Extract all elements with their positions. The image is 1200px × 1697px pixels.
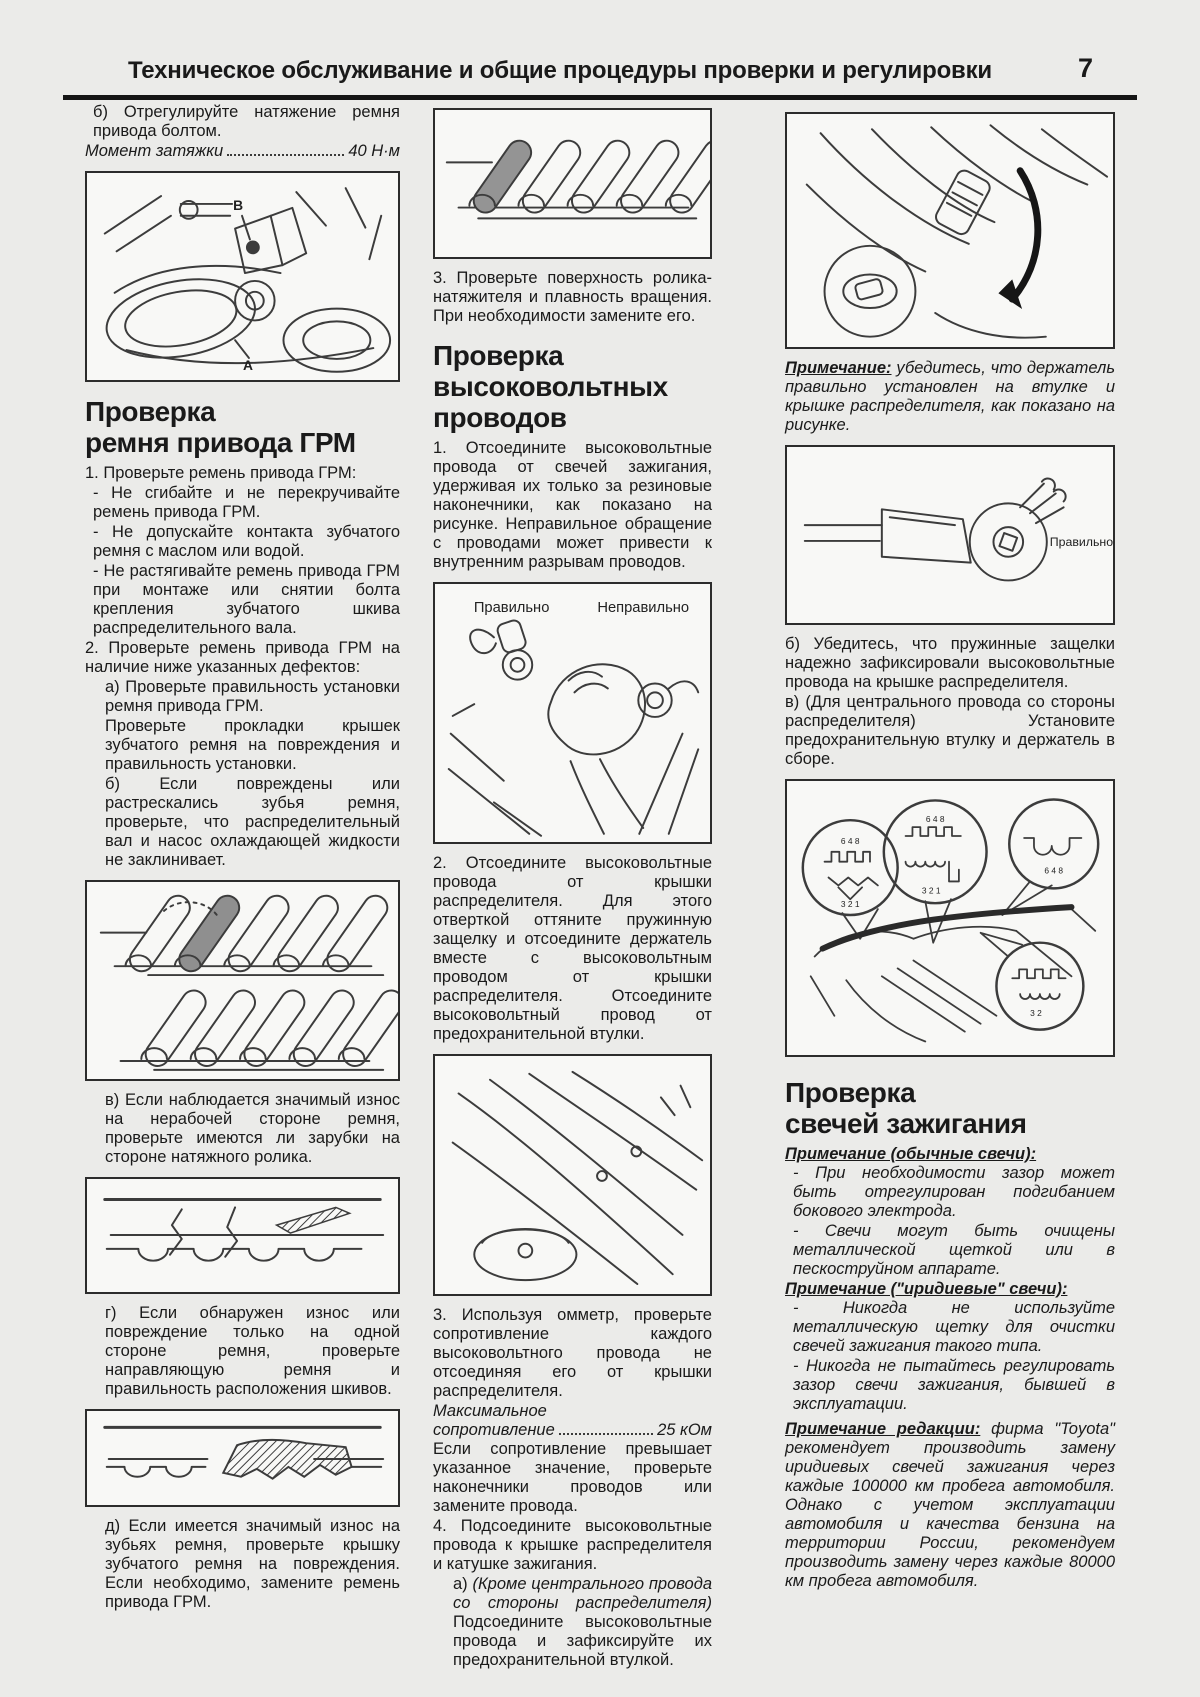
section-heading-timing-belt — [85, 396, 400, 458]
body-paragraph: б) Если повреждены или растрескались зубья ремня, проверьте, что распределительный вал и насос охлаждающей жидкости не заклинивает. — [105, 775, 400, 869]
item-text: (Для центрального провода со стороны распределителя) — [785, 693, 1115, 730]
belt-tension-illustration — [87, 173, 398, 380]
note-text: фирма "Toyota" рекомендует производить замену иридиевых свечей зажигания через каждые 100000 км пробега автомобиля. Однако с учетом эксплуатации автомобиля и качества бензина на территории России, рекомендуем производить замену через каждые 80000 км пробега автомобиля. — [785, 1420, 1116, 1590]
body-paragraph: д) Если имеется значимый износ на зубьях ремня, проверьте крышку зубчатого ремня на повреждения. Если необходимо, замените ремень привода ГРМ. — [105, 1517, 400, 1611]
page-number: 7 — [1078, 53, 1094, 83]
header-rule — [63, 95, 1137, 100]
distributor-removal-illustration — [787, 114, 1113, 347]
body-paragraph: - Не допускайте контакта зубчатого ремня с маслом или водой. — [93, 523, 400, 560]
figure-label-correct: Правильно — [473, 599, 550, 616]
body-paragraph — [785, 693, 1115, 769]
note-paragraph — [785, 359, 1115, 435]
wire-handling-illustration — [435, 584, 710, 842]
callout-numbers: 3 2 1 — [921, 885, 941, 896]
section-heading-spark-plugs — [785, 1077, 1115, 1139]
heading-line: высоковольтных — [433, 371, 668, 402]
note-label: Примечание ("иридиевые" свечи): — [785, 1280, 1068, 1298]
callout-numbers: 6 4 8 — [840, 835, 860, 846]
belt-wear-illustration — [87, 1411, 398, 1505]
item-text: Установите предохранительную втулку и держатель в сборе. — [785, 712, 1115, 768]
figure-wire-holder-correct — [785, 445, 1115, 625]
body-paragraph: - Не сгибайте и не перекручивайте ремень привода ГРМ. — [93, 484, 400, 521]
spec-resistance-label: сопротивление — [433, 1421, 555, 1439]
figure-distributor-removal — [785, 112, 1115, 349]
column-right — [785, 112, 1115, 1592]
tensioner-roller-illustration — [435, 110, 710, 257]
note-item: - При необходимости зазор может быть отрегулирован подгибанием бокового электрода. — [793, 1164, 1115, 1220]
note-paragraph — [785, 1420, 1115, 1591]
item-italic-note: (Кроме центрального провода со стороны распределителя) — [453, 1575, 712, 1612]
dotted-leader — [227, 154, 344, 156]
note-item: - Свечи могут быть очищены металлической щеткой или в пескоструйном аппарате. — [793, 1222, 1115, 1278]
callout-numbers: 3 2 1 — [840, 899, 860, 910]
figure-label-a: A — [242, 356, 253, 373]
spec-torque-value: 40 Н·м — [348, 142, 400, 160]
note-item: - Никогда не пытайтесь регулировать зазор свечи зажигания, бывшей в эксплуатации. — [793, 1357, 1115, 1413]
figure-label-b: B — [233, 196, 244, 213]
note-label: Примечание: — [785, 359, 892, 377]
body-paragraph: г) Если обнаружен износ или повреждение только на одной стороне ремня, проверьте направляющую ремня и правильность расположения шкивов. — [105, 1304, 400, 1398]
wire-holder-illustration — [787, 447, 1113, 623]
figure-label-correct: Правильно — [1049, 534, 1113, 549]
figure-belt-teeth-missing — [85, 880, 400, 1081]
heading-line: Проверка — [85, 396, 216, 427]
body-paragraph: Если сопротивление превышает указанное значение, проверьте наконечники проводов или замените провода. — [433, 1440, 712, 1515]
figure-belt-one-side-wear — [85, 1409, 400, 1507]
body-paragraph: - Не растягивайте ремень привода ГРМ при монтаже или снятии болта крепления зубчатого шкива распределительного вала. — [93, 562, 400, 637]
figure-belt-cracks — [85, 1177, 400, 1294]
note-item: - Никогда не используйте металлическую щетку для очистки свечей зажигания такого типа. — [793, 1299, 1115, 1355]
figure-label-incorrect: Неправильно — [597, 599, 690, 616]
note-label: Примечание редакции: — [785, 1420, 981, 1438]
body-paragraph: а) Проверьте правильность установки ремня привода ГРМ. — [105, 678, 400, 715]
callout-numbers: 6 4 8 — [925, 814, 945, 825]
heading-line: Проверка — [785, 1077, 916, 1108]
item-text: Подсоедините высоковольтные провода и зафиксируйте их предохранительной втулкой. — [453, 1613, 712, 1669]
callout-numbers: 6 4 8 — [1044, 865, 1064, 876]
callout-numbers: 3 2 — [1030, 1007, 1042, 1018]
body-paragraph: 3. Проверьте поверхность ролика-натяжителя и плавность вращения. При необходимости замените его. — [433, 269, 712, 325]
body-paragraph: 4. Подсоедините высоковольтные провода к крышке распределителя и катушке зажигания. — [433, 1517, 712, 1573]
spec-torque-label: Момент затяжки — [85, 142, 224, 160]
figure-plug-wire-handling — [433, 582, 712, 844]
figure-wire-routing-callouts — [785, 779, 1115, 1057]
belt-teeth-illustration — [87, 882, 398, 1079]
body-paragraph: 3. Используя омметр, проверьте сопротивление каждого высоковольтного провода не отсоединяя его от крышки распределителя. — [433, 1306, 712, 1400]
heading-line: Проверка — [433, 340, 564, 371]
belt-cracks-illustration — [87, 1179, 398, 1292]
page-title: Техническое обслуживание и общие процедуры проверки и регулировки — [128, 57, 992, 84]
wire-routing-illustration — [787, 781, 1113, 1055]
note-text: убедитесь, что держатель правильно установлен на втулке и крышке распределителя, как показано на рисунке. — [785, 359, 1115, 434]
body-paragraph: 2. Отсоедините высоковольтные провода от крышки распределителя. Для этого отверткой оттяните пружинную защелку и отсоедините держатель вместе с высоковольтным проводом от крышки распределителя. Отсоедините высоковольтный провод от предохранительной втулки. — [433, 854, 712, 1043]
item-prefix: а) — [453, 1575, 468, 1593]
item-prefix: в) — [785, 693, 800, 711]
spec-resistance-value: 25 кОм — [657, 1421, 712, 1439]
figure-distributor-cap-wires — [433, 1054, 712, 1296]
spec-line: Максимальное — [433, 1402, 547, 1420]
column-left — [85, 103, 400, 1613]
figure-belt-tension-adjustment — [85, 171, 400, 382]
body-paragraph: 2. Проверьте ремень привода ГРМ на наличие ниже указанных дефектов: — [85, 639, 400, 676]
distributor-wires-illustration — [435, 1056, 710, 1294]
body-paragraph — [433, 1575, 712, 1670]
section-heading-hv-wires — [433, 340, 712, 433]
spec-torque — [85, 142, 400, 161]
figure-tensioner-roller — [433, 108, 712, 259]
body-paragraph: 1. Отсоедините высоковольтные провода от свечей зажигания, удерживая их только за резиновые наконечники, как показано на рисунке. Неправильное обращение с проводами может привести к внутренним разрывам проводов. — [433, 439, 712, 571]
body-paragraph: в) Если наблюдается значимый износ на нерабочей стороне ремня, проверьте имеются ли зарубки на стороне натяжного ролика. — [105, 1091, 400, 1166]
spec-resistance — [433, 1421, 712, 1440]
body-paragraph: 1. Проверьте ремень привода ГРМ: — [85, 464, 357, 482]
heading-line: ремня привода ГРМ — [85, 427, 356, 458]
body-paragraph: Проверьте прокладки крышек зубчатого ремня на повреждения и правильность установки. — [105, 717, 400, 773]
heading-line: проводов — [433, 402, 567, 433]
body-paragraph: б) Убедитесь, что пружинные защелки надежно зафиксировали высоковольтные провода на крышке распределителя. — [785, 635, 1115, 691]
heading-line: свечей зажигания — [785, 1108, 1027, 1139]
dotted-leader — [559, 1433, 653, 1435]
note-label: Примечание (обычные свечи): — [785, 1145, 1037, 1163]
column-middle — [433, 108, 712, 1671]
step-item-b: б) Отрегулируйте натяжение ремня привода болтом. — [93, 103, 400, 140]
